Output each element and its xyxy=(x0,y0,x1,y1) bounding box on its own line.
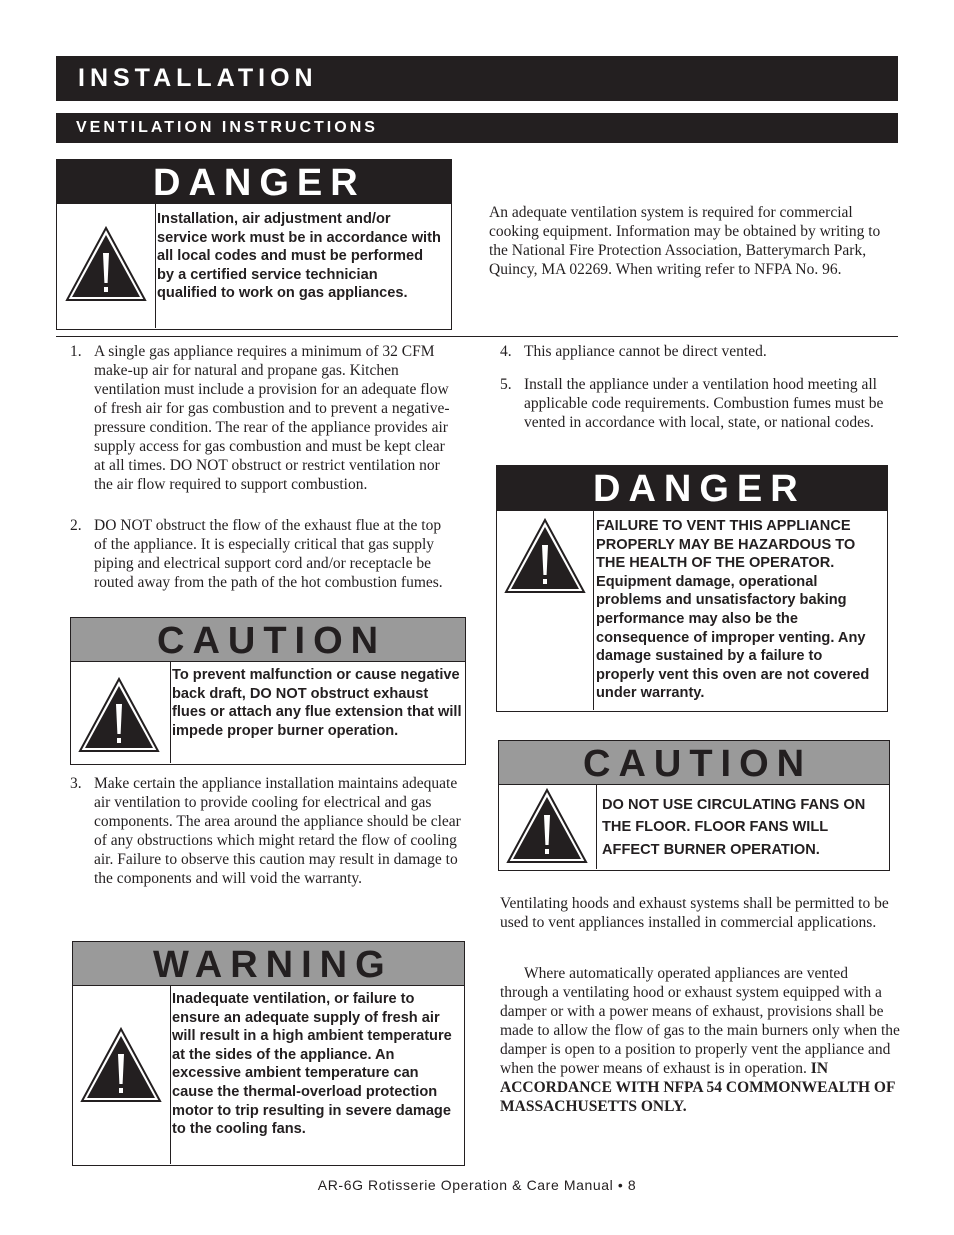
list-text: DO NOT obstruct the flow of the exhaust flue at the top of the appliance. It is especially critical that gas supply piping and electrical support cord and/or receptacle be routed away from the path of the hot combustion fumes. xyxy=(94,517,443,591)
warning-triangle-icon xyxy=(503,517,587,595)
page-footer: AR-6G Rotisserie Operation & Care Manual • 8 xyxy=(317,1177,637,1193)
list-number: 5. xyxy=(500,376,512,393)
warning-message: Inadequate ventilation, or failure to ensure an adequate supply of fresh air will result in a high ambient temperature at the sides of the appliance. An excessive ambient temperature can cause the thermal-overload protection motor to trip resulting in severe damage to the cooling fans. xyxy=(172,991,452,1138)
list-number: 1. xyxy=(70,343,82,360)
danger-heading: DANGER xyxy=(497,466,887,511)
warning-triangle-icon xyxy=(64,225,148,303)
caution-heading: CAUTION xyxy=(71,618,465,662)
list-number: 2. xyxy=(70,517,82,534)
caution-box-fans xyxy=(498,740,890,871)
danger-box-installation xyxy=(56,159,452,330)
subsection-title-bar xyxy=(56,113,898,143)
caution-message: DO NOT USE CIRCULATING FANS ON THE FLOOR. FLOOR FANS WILL AFFECT BURNER OPERATION. xyxy=(602,797,866,858)
subsection-title: VENTILATION INSTRUCTIONS xyxy=(76,119,378,136)
list-text: This appliance cannot be direct vented. xyxy=(524,343,767,360)
closing-paragraph-1: Ventilating hoods and exhaust systems shall be permitted to be used to vent appliances installed in commercial applications. xyxy=(500,895,889,931)
section-title: INSTALLATION xyxy=(78,64,318,92)
closing-paragraph-2-bold: IN ACCORDANCE WITH NFPA 54 COMMONWEALTH OF MASSACHUSETTS ONLY. xyxy=(500,1060,895,1115)
list-text: Make certain the appliance installation maintains adequate air ventilation to provide cooling for electrical and gas components. The area around the appliance should be clear of any obstructions which might retard the flow of cooling air. Failure to observe this caution may result in damage to the components and will void the warranty. xyxy=(94,775,461,887)
list-text: Install the appliance under a ventilation hood meeting all applicable code requirements. Combustion fumes must be vented in accordance with local, state, or national codes. xyxy=(524,376,884,431)
caution-heading: CAUTION xyxy=(499,741,889,785)
danger-heading: DANGER xyxy=(57,160,451,204)
caution-box-flue xyxy=(70,617,466,765)
list-number: 3. xyxy=(70,775,82,792)
danger-message: Installation, air adjustment and/or service work must be in accordance with all local codes and must be performed by a certified service technician qualified to work on gas appliances. xyxy=(157,211,441,302)
section-title-bar xyxy=(56,56,898,101)
list-number: 4. xyxy=(500,343,512,360)
danger-message: FAILURE TO VENT THIS APPLIANCE PROPERLY MAY BE HAZARDOUS TO THE HEALTH OF THE OPERATOR. Equipment damage, operational problems and unsatisfactory baking performance may also be the consequence of improper venting. Any damage sustained by a failure to properly vent this oven are not covered under warranty. xyxy=(596,518,870,702)
warning-triangle-icon xyxy=(79,1026,163,1104)
warning-triangle-icon xyxy=(77,676,161,754)
warning-box-ventilation xyxy=(72,941,465,1166)
closing-paragraph-2 xyxy=(500,964,900,1116)
closing-paragraph-2-text: Where automatically operated appliances are vented through a ventilating hood or exhaust system equipped with a damper or with a power means of exhaust, provisions shall be made to allow the flow of gas to the main burners only when the damper is open to a position to properly vent the appliance and when the power means of exhaust is in operation. xyxy=(500,965,900,1077)
section-divider xyxy=(56,336,898,337)
list-text: A single gas appliance requires a minimum of 32 CFM make-up air for natural and propane gas. Kitchen ventilation must include a provision for an adequate flow of fresh air for gas combustion and to prevent a negative-pressure condition. The rear of the appliance provides air supply access for gas combustion and must be kept clear at all times. DO NOT obstruct or restrict ventilation nor the air flow required to support combustion. xyxy=(94,343,450,493)
caution-message: To prevent malfunction or cause negative back draft, DO NOT obstruct exhaust flues or attach any flue extension that will impede proper burner operation. xyxy=(172,667,462,739)
warning-heading: WARNING xyxy=(73,942,464,986)
warning-triangle-icon xyxy=(505,787,589,865)
intro-paragraph: An adequate ventilation system is required for commercial cooking equipment. Information may be obtained by writing to the National Fire Protection Association, Batterymarch Park, Quincy, MA 02269. When writing refer to NFPA No. 96. xyxy=(489,204,881,278)
danger-box-venting xyxy=(496,465,888,712)
